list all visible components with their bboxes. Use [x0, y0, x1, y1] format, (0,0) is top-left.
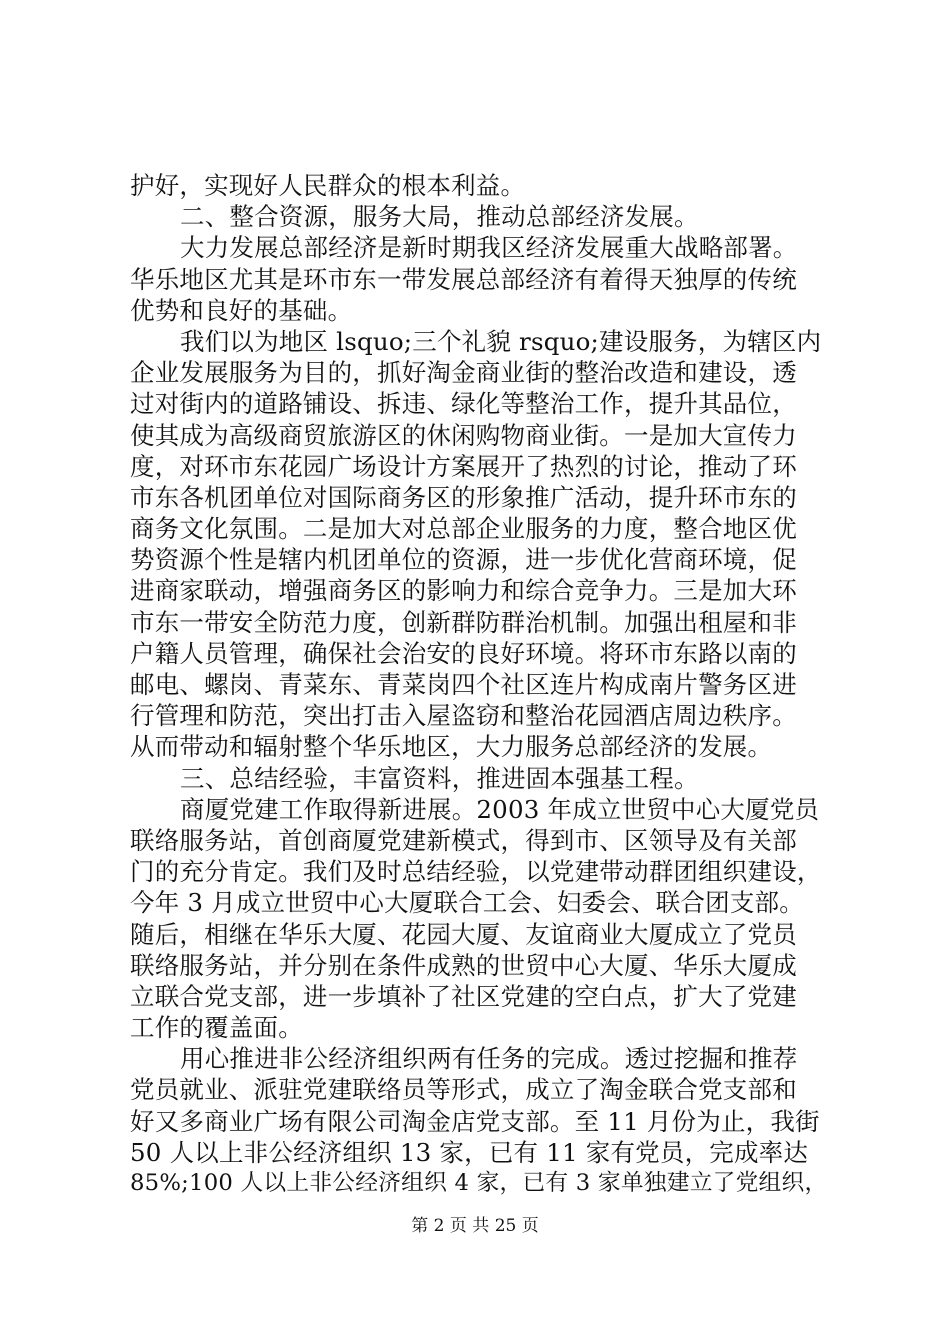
text-line: 大力发展总部经济是新时期我区经济发展重大战略部署。 — [180, 233, 798, 263]
text-line: 立联合党支部，进一步填补了社区党建的空白点，扩大了党建 — [130, 981, 797, 1011]
text-line: 邮电、螺岗、青菜东、青菜岗四个社区连片构成南片警务区进 — [130, 670, 797, 699]
text-line: 市东一带安全防范力度，创新群防群治机制。加强出租屋和非 — [130, 607, 797, 637]
text-line: 用心推进非公经济组织两有任务的完成。透过挖掘和推荐 — [180, 1044, 798, 1074]
text-line: 势资源个性是辖内机团单位的资源，进一步优化营商环境，促 — [130, 545, 797, 575]
text-line: 三、总结经验，丰富资料，推进固本强基工程。 — [180, 763, 699, 793]
text-line: 商厦党建工作取得新进展。2003 年成立世贸中心大厦党员 — [180, 794, 820, 824]
text-line: 随后，相继在华乐大厦、花园大厦、友谊商业大厦成立了党员 — [130, 919, 797, 949]
text-line: 护好，实现好人民群众的根本利益。 — [130, 171, 526, 200]
text-line: 85%;100 人以上非公经济组织 4 家，已有 3 家单独建立了党组织， — [130, 1170, 828, 1196]
page-number-label: 第 2 页 共 25 页 — [411, 1216, 539, 1236]
text-line: 50 人以上非公经济组织 13 家，已有 11 家有党员，完成率达 — [130, 1137, 809, 1167]
text-line: 党员就业、派驻党建联络员等形式，成立了淘金联合党支部和 — [130, 1075, 797, 1105]
text-line: 从而带动和辐射整个华乐地区，大力服务总部经济的发展。 — [130, 732, 773, 762]
text-line: 联络服务站，首创商厦党建新模式，得到市、区领导及有关部 — [130, 825, 797, 855]
text-line: 门的充分肯定。我们及时总结经验，以党建带动群团组织建设， — [130, 857, 822, 887]
text-line: 使其成为高级商贸旅游区的休闲购物商业街。一是加大宣传力 — [130, 420, 797, 450]
text-line: 华乐地区尤其是环市东一带发展总部经济有着得天独厚的传统 — [130, 264, 797, 294]
page-footer — [0, 1214, 950, 1238]
text-line: 好又多商业广场有限公司淘金店党支部。至 11 月份为止，我街 — [130, 1106, 820, 1136]
text-line: 联络服务站，并分别在条件成熟的世贸中心大厦、华乐大厦成 — [130, 950, 797, 980]
text-line: 行管理和防范，突出打击入屋盗窃和整治花园酒店周边秩序。 — [130, 701, 797, 731]
text-line: 过对街内的道路铺设、拆违、绿化等整治工作，提升其品位， — [130, 389, 797, 419]
text-line: 工作的覆盖面。 — [130, 1013, 303, 1043]
text-line: 我们以为地区 lsquo;三个礼貌 rsquo;建设服务，为辖区内 — [180, 326, 822, 356]
text-line: 市东各机团单位对国际商务区的形象推广活动，提升环市东的 — [130, 482, 797, 512]
text-line: 二、整合资源，服务大局，推动总部经济发展。 — [180, 202, 699, 232]
document-body — [130, 170, 830, 1199]
text-line: 优势和良好的基础。 — [130, 295, 353, 325]
text-line: 进商家联动，增强商务区的影响力和综合竞争力。三是加大环 — [130, 576, 797, 606]
text-line: 企业发展服务为目的，抓好淘金商业街的整治改造和建设，透 — [130, 358, 797, 388]
text-line: 度，对环市东花园广场设计方案展开了热烈的讨论，推动了环 — [130, 451, 797, 481]
text-line: 商务文化氛围。二是加大对总部企业服务的力度，整合地区优 — [130, 514, 797, 544]
text-line: 今年 3 月成立世贸中心大厦联合工会、妇委会、联合团支部。 — [130, 888, 804, 918]
text-line: 户籍人员管理，确保社会治安的良好环境。将环市东路以南的 — [130, 638, 797, 668]
